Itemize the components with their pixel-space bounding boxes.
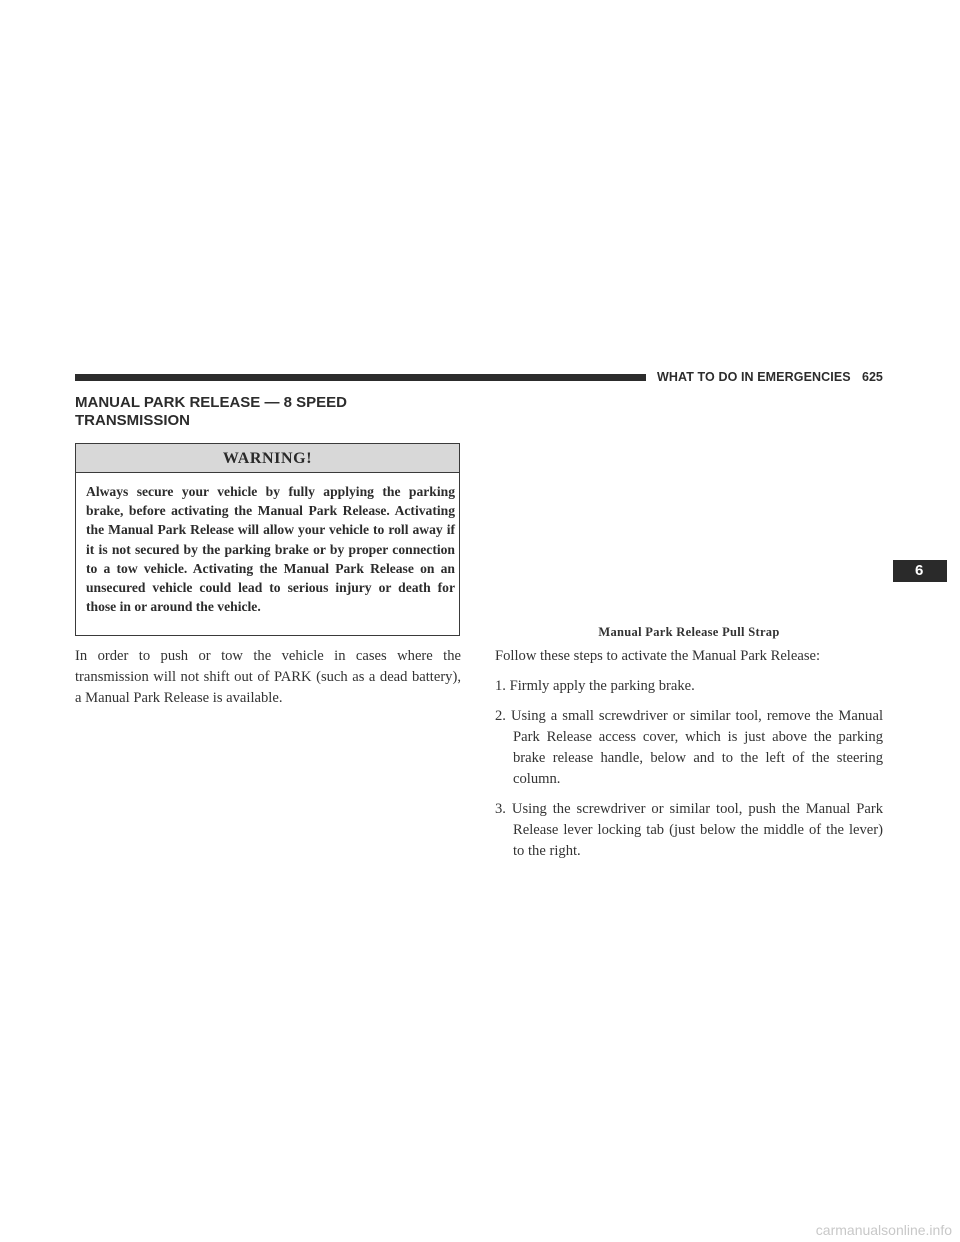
warning-heading: WARNING!: [76, 444, 459, 473]
section-title-line1: MANUAL PARK RELEASE — 8 SPEED: [75, 394, 347, 411]
header-rule: [75, 374, 646, 381]
intro-paragraph: In order to push or tow the vehicle in cases where the transmission will not shift out of PARK (such as a dead battery), a Manual Park Release is available.: [75, 648, 461, 706]
page-number: 625: [862, 370, 883, 384]
steps-list: [495, 676, 883, 871]
watermark[interactable]: carmanualsonline.info: [815, 1222, 952, 1238]
step-item: 2. Using a small screwdriver or similar tool, remove the Manual Park Release access cover, which is just above the parking brake release handle, below and to the left of the steering column.: [495, 708, 883, 787]
warning-box: [75, 443, 460, 636]
running-header-section: WHAT TO DO IN EMERGENCIES: [657, 370, 851, 384]
step-item: 1. Firmly apply the parking brake.: [495, 678, 695, 694]
section-title-line2: TRANSMISSION: [75, 412, 191, 429]
chapter-tab: 6: [893, 560, 947, 582]
follow-steps-paragraph: Follow these steps to activate the Manual Park Release:: [495, 648, 821, 664]
warning-body: Always secure your vehicle by fully applying the parking brake, before activating the Manual Park Release. Activating the Manual Park Release will allow your vehicle to roll away if it is not secured by the parking brake or by proper connection to a tow vehicle. Activating the Manual Park Release on an unsecured vehicle could lead to serious injury or death for those in or around the vehicle.: [86, 484, 455, 615]
figure-caption: Manual Park Release Pull Strap: [598, 625, 780, 639]
figure-image-area: [495, 392, 883, 620]
step-item: 3. Using the screwdriver or similar tool, push the Manual Park Release lever locking tab (just below the middle of the lever) to the right.: [495, 801, 883, 859]
section-title: [75, 394, 465, 430]
